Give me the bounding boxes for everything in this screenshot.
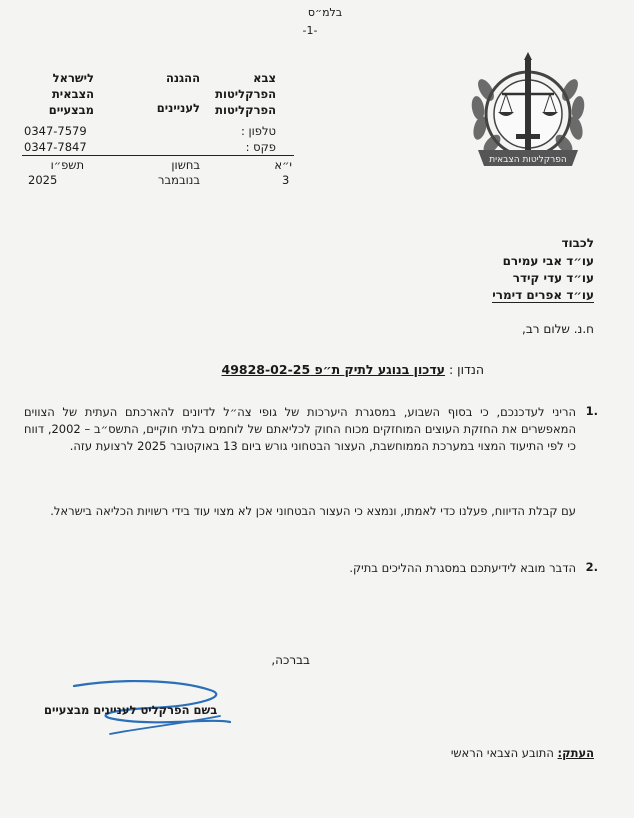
subject-text: עדכון בנוגע לתיק ת״פ 49828-02-25 (221, 362, 446, 377)
emblem-caption: הפרקליטות הצבאית (489, 155, 567, 165)
page-number: -1- (302, 24, 318, 37)
phone-label: טלפון : (241, 124, 276, 138)
copy-label: העתק: (557, 746, 594, 760)
hebrew-day: י״א (274, 158, 292, 172)
recipient-3: עו״ד אפרים דימרי (492, 288, 594, 302)
paragraph-2-number: 2. (585, 560, 598, 574)
header-divider (22, 155, 294, 156)
paragraph-2: הדבר מובא לידיעתכם במסגרת ההליכים בתיק. (349, 561, 576, 575)
recipient-2: עו״ד עדי קידר (512, 271, 594, 285)
paragraph-1: הריני לעדכנכם, כי בסוף השבוע, במסגרת היערכות של גופי צה״ל לדיונים להארכתם העתית של הצווים המאפשרים את החזקת העוצים המוחזקים מכוח החוק לכליאתם של לוחמים בלתי חוקיים, התשס״ב – 2002, דווח כי לפי התיעוד המצוי במערכת הממוחשבת, העצור הבטחוני גורש ביום 13 באוקטובר 2025 לרצועת עזה. (24, 405, 577, 453)
recipient-1: עו״ד אבי עמירם (502, 254, 594, 268)
recipients-label: לכבוד (561, 236, 594, 250)
closing-blessing: בברכה, (271, 653, 310, 667)
fax-label: פקס : (245, 140, 276, 154)
paragraph-1-number: 1. (585, 404, 598, 418)
classification-label: בלמ״ס (307, 6, 343, 19)
gregorian-year: 2025 (28, 173, 58, 187)
military-advocate-emblem (458, 50, 598, 178)
paragraph-1b: עם קבלת הדיווח, פעלנו כדי לאמתו, ונמצא כי העצור הבטחוני אכן לא מצוי עוד בידי רשויות הכליאה בישראל. (50, 504, 576, 518)
subject-line (222, 362, 485, 377)
hebrew-month: בחשון (171, 158, 200, 172)
unit-name: לישראל הצבאית מבצעיים (48, 71, 94, 117)
greeting: ח.נ. שלום רב, (522, 322, 594, 336)
copy-recipient: התובע הצבאי הראשי (450, 746, 554, 760)
gregorian-month: בנובמבר (158, 173, 200, 187)
org-name: צבא הפרקליטות הפרקליטות (215, 71, 276, 117)
fax-number: 0347-7847 (24, 140, 87, 154)
phone-number: 0347-7579 (24, 124, 87, 138)
signer-line: בשם הפרקליט לעניינים מבצעיים (44, 703, 218, 717)
dept-name: ההגנה לעניינים (156, 71, 200, 115)
gregorian-day: 3 (282, 173, 290, 187)
copy-line (451, 746, 594, 760)
subject-label: הנדון : (449, 362, 484, 377)
hebrew-year: תשפ״ו (50, 158, 84, 172)
